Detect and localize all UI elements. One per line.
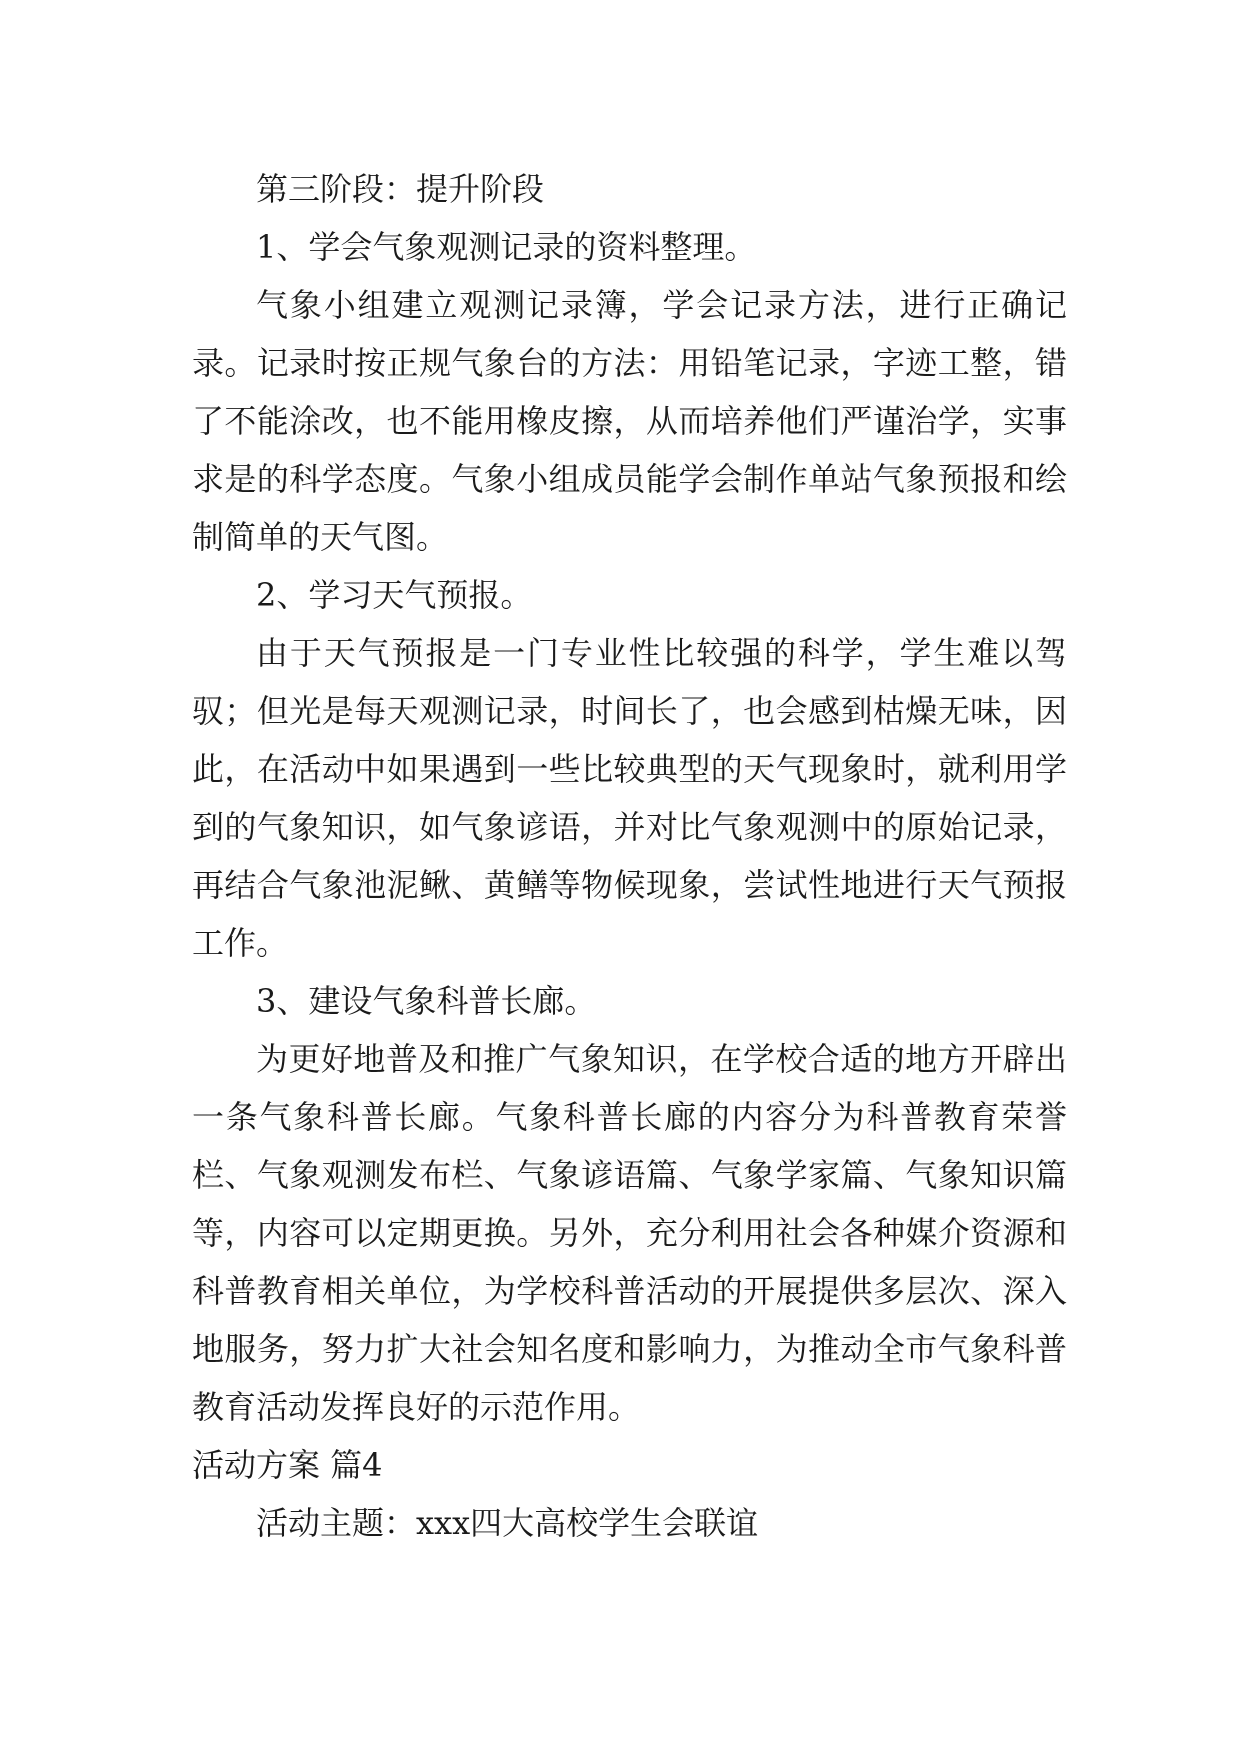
item-heading-3: 3、建设气象科普长廊。 <box>256 982 597 1020</box>
section-title: 活动方案 篇4 <box>192 1446 383 1484</box>
item-heading-1: 1、学会气象观测记录的资料整理。 <box>256 228 757 266</box>
document-body <box>192 160 1067 1552</box>
stage-heading: 第三阶段：提升阶段 <box>256 170 545 208</box>
body-paragraph-1: 气象小组建立观测记录簿，学会记录方法，进行正确记录。记录时按正规气象台的方法：用铅笔记录，字迹工整，错了不能涂改，也不能用橡皮擦，从而培养他们严谨治学，实事求是的科学态度。气象小组成员能学会制作单站气象预报和绘制简单的天气图。 <box>192 286 1067 556</box>
body-paragraph-3: 为更好地普及和推广气象知识，在学校合适的地方开辟出一条气象科普长廊。气象科普长廊的内容分为科普教育荣誉栏、气象观测发布栏、气象谚语篇、气象学家篇、气象知识篇等，内容可以定期更换。另外，充分利用社会各种媒介资源和科普教育相关单位，为学校科普活动的开展提供多层次、深入地服务，努力扩大社会知名度和影响力，为推动全市气象科普教育活动发挥良好的示范作用。 <box>192 1040 1067 1426</box>
activity-theme: 活动主题：xxx四大高校学生会联谊 <box>256 1504 759 1542</box>
body-paragraph-2: 由于天气预报是一门专业性比较强的科学，学生难以驾驭；但光是每天观测记录，时间长了，也会感到枯燥无味，因此，在活动中如果遇到一些比较典型的天气现象时，就利用学到的气象知识，如气象谚语，并对比气象观测中的原始记录，再结合气象池泥鳅、黄鳝等物候现象，尝试性地进行天气预报工作。 <box>192 634 1067 962</box>
item-heading-2: 2、学习天气预报。 <box>256 576 533 614</box>
